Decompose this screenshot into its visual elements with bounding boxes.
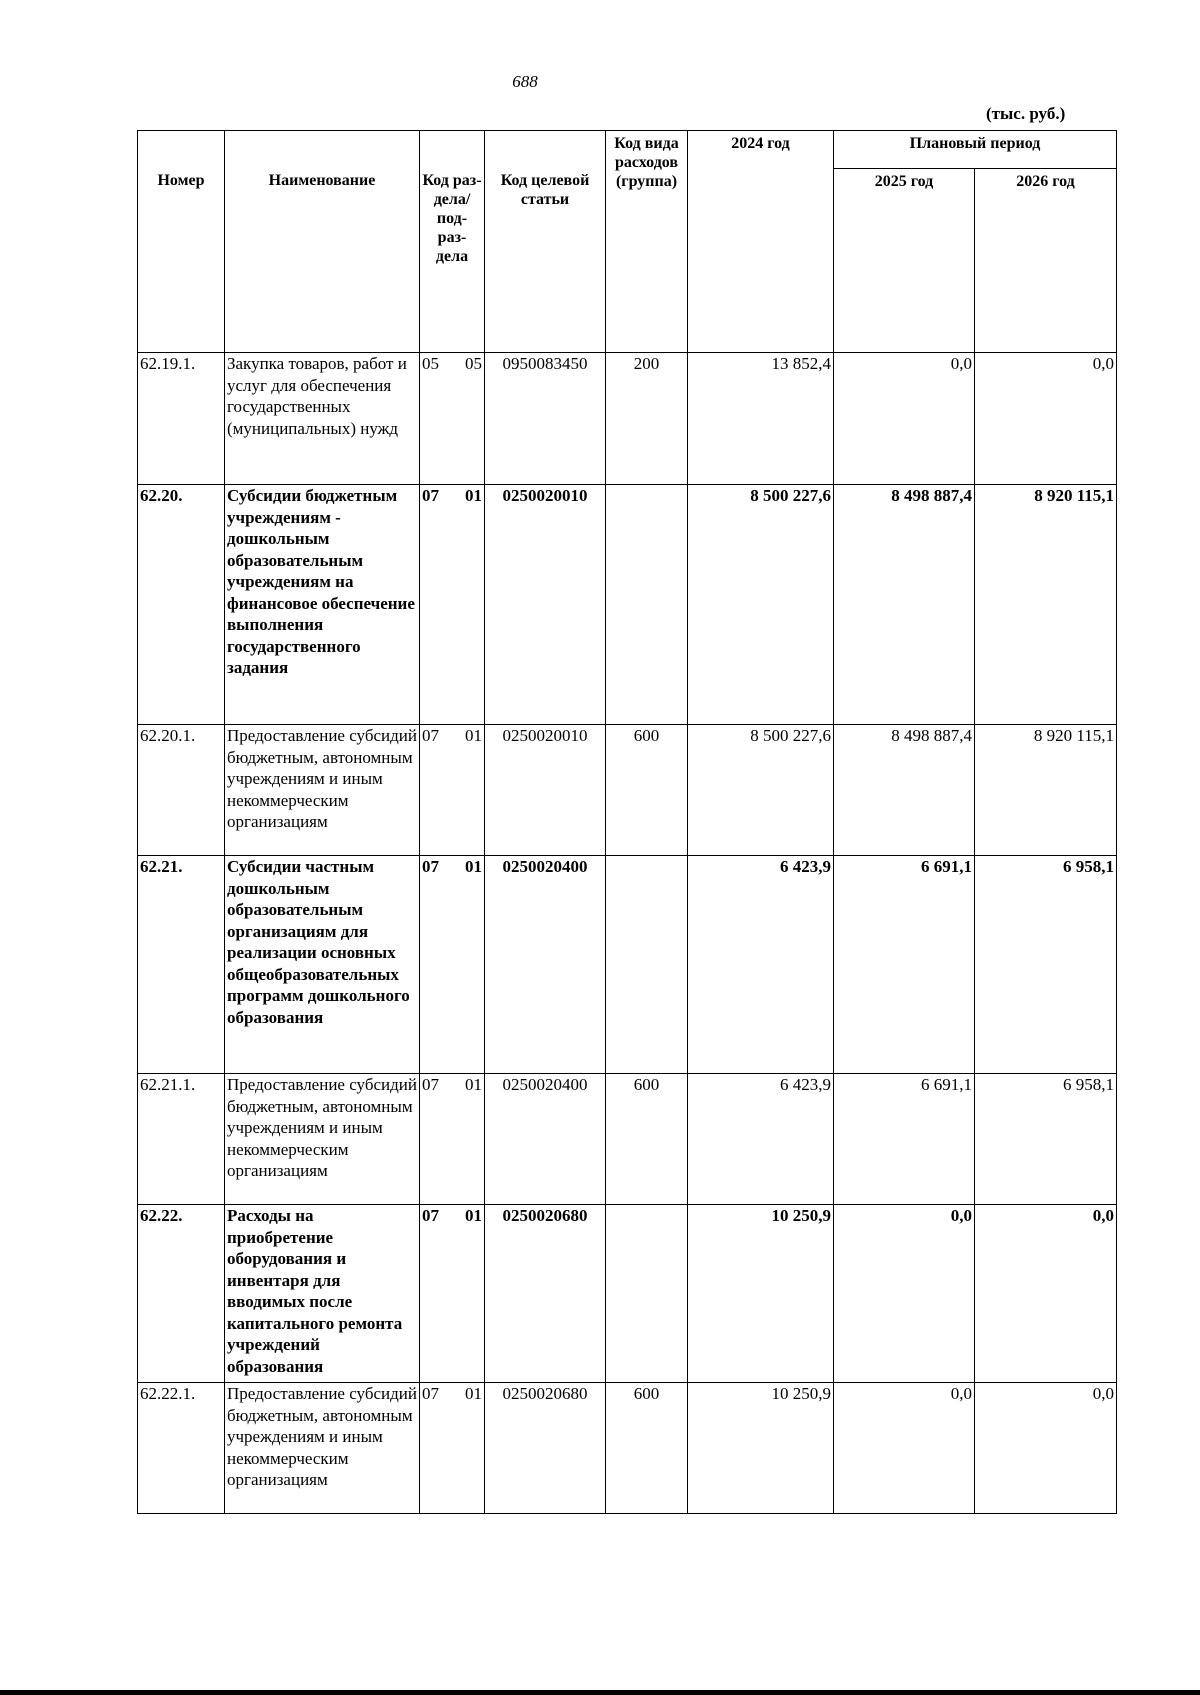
header-target-code: Код целевой статьи [485, 131, 606, 353]
row-section-code [420, 485, 485, 725]
row-value-2024: 10 250,9 [688, 1383, 834, 1514]
row-name: Предоставление субсидий бюджетным, автономным учреждениям и иным некоммерческим организациям [225, 725, 420, 856]
row-subsection: 01 [465, 857, 482, 876]
table-row [138, 725, 1117, 856]
row-number: 62.21. [138, 856, 225, 1074]
scan-edge [0, 1690, 1200, 1695]
row-number: 62.22.1. [138, 1383, 225, 1514]
row-name: Субсидии частным дошкольным образовательным организациям для реализации основных общеобразовательных программ дошкольного образования [225, 856, 420, 1074]
row-target-code: 0950083450 [485, 353, 606, 485]
row-expense-group: 600 [606, 1383, 688, 1514]
row-section: 05 [422, 354, 439, 373]
row-expense-group: 200 [606, 353, 688, 485]
row-name: Предоставление субсидий бюджетным, автономным учреждениям и иным некоммерческим организациям [225, 1074, 420, 1205]
table-row [138, 353, 1117, 485]
row-section-code [420, 856, 485, 1074]
row-target-code: 0250020400 [485, 856, 606, 1074]
row-name: Расходы на приобретение оборудования и инвентаря для вводимых после капитального ремонта учреждений образования [225, 1205, 420, 1383]
row-value-2025: 0,0 [834, 353, 975, 485]
row-expense-group [606, 485, 688, 725]
table-body [138, 353, 1117, 1514]
row-expense-group: 600 [606, 725, 688, 856]
row-number: 62.19.1. [138, 353, 225, 485]
row-number: 62.20.1. [138, 725, 225, 856]
row-section: 07 [422, 1075, 439, 1094]
row-target-code: 0250020680 [485, 1383, 606, 1514]
row-value-2024: 6 423,9 [688, 856, 834, 1074]
table-row [138, 1205, 1117, 1383]
header-row [138, 131, 1117, 169]
header-name: Наименование [225, 131, 420, 353]
row-target-code: 0250020680 [485, 1205, 606, 1383]
row-section: 07 [422, 726, 439, 745]
row-section-code [420, 1074, 485, 1205]
row-section: 07 [422, 1206, 439, 1225]
row-section: 07 [422, 1384, 439, 1403]
row-value-2026: 0,0 [975, 1383, 1117, 1514]
budget-table [137, 130, 1117, 1514]
row-name: Предоставление субсидий бюджетным, автономным учреждениям и иным некоммерческим организациям [225, 1383, 420, 1514]
row-target-code: 0250020010 [485, 485, 606, 725]
header-2024: 2024 год [688, 131, 834, 353]
row-section-code [420, 1383, 485, 1514]
row-value-2024: 8 500 227,6 [688, 725, 834, 856]
row-value-2026: 8 920 115,1 [975, 485, 1117, 725]
row-value-2024: 10 250,9 [688, 1205, 834, 1383]
row-value-2025: 6 691,1 [834, 856, 975, 1074]
row-subsection: 01 [465, 1384, 482, 1403]
row-target-code: 0250020400 [485, 1074, 606, 1205]
row-expense-group [606, 856, 688, 1074]
row-value-2026: 8 920 115,1 [975, 725, 1117, 856]
row-subsection: 05 [465, 354, 482, 373]
row-value-2026: 6 958,1 [975, 1074, 1117, 1205]
row-subsection: 01 [465, 726, 482, 745]
row-value-2026: 6 958,1 [975, 856, 1117, 1074]
row-value-2026: 0,0 [975, 1205, 1117, 1383]
table-row [138, 1074, 1117, 1205]
row-section: 07 [422, 857, 439, 876]
row-subsection: 01 [465, 486, 482, 505]
header-number: Номер [138, 131, 225, 353]
row-value-2025: 8 498 887,4 [834, 725, 975, 856]
row-section-code [420, 1205, 485, 1383]
row-value-2025: 6 691,1 [834, 1074, 975, 1205]
row-value-2024: 6 423,9 [688, 1074, 834, 1205]
header-2026: 2026 год [975, 169, 1117, 353]
row-number: 62.20. [138, 485, 225, 725]
row-section-code [420, 353, 485, 485]
row-section: 07 [422, 486, 439, 505]
row-section-code [420, 725, 485, 856]
row-subsection: 01 [465, 1206, 482, 1225]
header-planning-period: Плановый период [834, 131, 1117, 169]
row-value-2024: 13 852,4 [688, 353, 834, 485]
row-value-2025: 0,0 [834, 1383, 975, 1514]
page-number: 688 [512, 72, 538, 91]
row-value-2025: 8 498 887,4 [834, 485, 975, 725]
row-expense-group [606, 1205, 688, 1383]
header-2025: 2025 год [834, 169, 975, 353]
row-value-2026: 0,0 [975, 353, 1117, 485]
row-name: Субсидии бюджетным учреждениям - дошкольным образовательным учреждениям на финансовое обеспечение выполнения государственного задания [225, 485, 420, 725]
units-label: (тыс. руб.) [986, 104, 1066, 123]
header-section-code: Код раз- дела/ под- раз- дела [420, 131, 485, 353]
row-number: 62.21.1. [138, 1074, 225, 1205]
table-row [138, 1383, 1117, 1514]
row-name: Закупка товаров, работ и услуг для обеспечения государственных (муниципальных) нужд [225, 353, 420, 485]
table-row [138, 856, 1117, 1074]
row-number: 62.22. [138, 1205, 225, 1383]
row-subsection: 01 [465, 1075, 482, 1094]
row-value-2024: 8 500 227,6 [688, 485, 834, 725]
table-row [138, 485, 1117, 725]
header-expense-code: Код вида расходов (группа) [606, 131, 688, 353]
row-target-code: 0250020010 [485, 725, 606, 856]
row-value-2025: 0,0 [834, 1205, 975, 1383]
row-expense-group: 600 [606, 1074, 688, 1205]
